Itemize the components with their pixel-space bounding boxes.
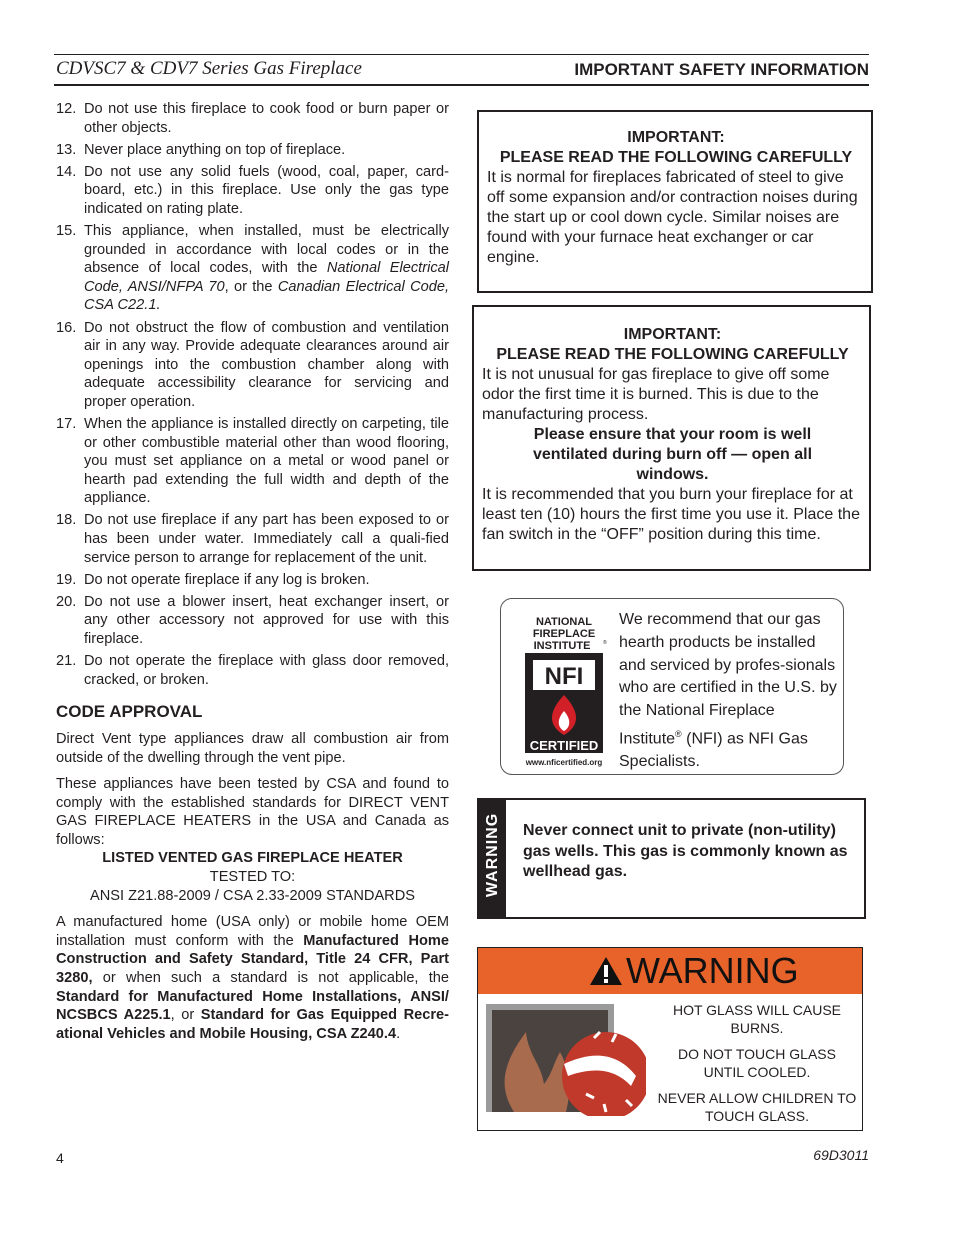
- warning-text: Never connect unit to private (non-utility) gas wells. This gas is commonly known as wellhead gas.: [523, 822, 848, 880]
- code-approval-heading: CODE APPROVAL: [56, 702, 203, 722]
- nfi-logo-line: NATIONAL: [535, 616, 593, 628]
- list-item: 16. Do not obstruct the flow of combustion and ventilation air in any way. Provide adequate clearances around air openings into the combustion chamber along with adequate accessibility clearance for servicing and proper operation.: [56, 319, 449, 410]
- list-item: 21. Do not operate the fireplace with glass door removed, cracked, or broken.: [56, 653, 449, 688]
- notice-title: IMPORTANT:: [627, 129, 725, 146]
- nfi-logo-line: FIREPLACE: [532, 628, 596, 640]
- burn-off-odor-notice: [472, 305, 871, 571]
- code-approval-paragraph: These appliances have been tested by CSA and found to comply with the established standards for DIRECT VENT GAS FIREPLACE HEATERS in the USA and Canada as follows:: [56, 776, 449, 848]
- notice-body: It is recommended that you burn your fireplace for at least ten (10) hours the first time you use it. Place the fan switch in the “OFF” position during this time.: [482, 486, 860, 543]
- list-item: 15. This appliance, when installed, must be electrically grounded in accordance with local codes or in the absence of local codes, with the National Electrical Code, ANSI/NFPA 70, or the Canadian Electrical Code, CSA C22.1.: [56, 223, 450, 314]
- nfi-url: www.nficertified.org: [525, 758, 603, 767]
- tested-to-label: TESTED TO:: [209, 869, 296, 886]
- page-number: 4: [56, 1150, 64, 1166]
- document-title: CDVSC7 & CDV7 Series Gas Fireplace: [56, 58, 362, 79]
- nfi-certification-panel: [500, 598, 844, 775]
- list-item: 17. When the appliance is installed directly on carpeting, tile or other combustible material other than wood flooring, you must set appliance on a metal or wood panel or hearth pad extending the full width and depth of the appliance.: [56, 416, 449, 507]
- wellhead-gas-warning: [477, 798, 866, 919]
- standards-line: ANSI Z21.88-2009 / CSA 2.33-2009 STANDARDS: [89, 887, 415, 904]
- list-item: 13. Never place anything on top of fireplace.: [56, 141, 346, 158]
- code-approval-paragraph: Direct Vent type appliances draw all combustion air from outside of the dwelling through the vent pipe.: [56, 730, 449, 766]
- header-rule: [54, 84, 869, 86]
- warning-banner-text: WARNING: [626, 950, 799, 991]
- code-approval-paragraph: A manufactured home (USA only) or mobile home OEM installation must conform with the Manufactured Home Construction and Safety Standard, Title 24 CFR, Part 3280, or when such a standard is not applicable, the Standard for Manufactured Home Installations, ANSI/ NCSBCS A225.1, or Standard for Gas Equipped Recre-ational Vehicles and Mobile Housing, CSA Z240.4.: [56, 914, 450, 1042]
- nfi-certified-text: CERTIFIED: [529, 738, 599, 753]
- nfi-recommendation: We recommend that our gas hearth products be installed and serviced by profes-sionals who are certified in the U.S. by the National Fireplace Institute® (NFI) as NFI Gas Specialists.: [619, 611, 837, 771]
- list-item: 18. Do not use fireplace if any part has been exposed to or has been under water. Immediately call a quali-fied service person to arrange for replacement of the unit.: [56, 512, 449, 566]
- listing-name: LISTED VENTED GAS FIREPLACE HEATER: [102, 850, 403, 867]
- svg-text:®: ®: [603, 640, 607, 646]
- warning-banner: [478, 948, 862, 994]
- list-item: 12. Do not use this fireplace to cook food or burn paper or other objects.: [56, 101, 449, 136]
- hot-glass-instructions: HOT GLASS WILL CAUSE BURNS. DO NOT TOUCH GLASS UNTIL COOLED. NEVER ALLOW CHILDREN TO TOUCH GLASS.: [657, 1002, 857, 1124]
- notice-subtitle: PLEASE READ THE FOLLOWING CAREFULLY: [499, 149, 853, 166]
- left-column: [56, 100, 449, 1051]
- nfi-logo: [519, 613, 609, 776]
- expansion-noise-notice: [477, 110, 873, 293]
- notice-subtitle: PLEASE READ THE FOLLOWING CAREFULLY: [496, 346, 849, 363]
- header-top-rule: [54, 54, 869, 55]
- document-number: 69D3011: [813, 1147, 869, 1163]
- notice-title: IMPORTANT:: [623, 326, 722, 343]
- nfi-badge-text: NFI: [544, 663, 584, 690]
- hot-glass-icon: [486, 1004, 646, 1116]
- notice-body: It is not unusual for gas fireplace to give off some odor the first time it is burned. This is due to the manufacturing process.: [482, 366, 830, 423]
- list-item: 20. Do not use a blower insert, heat exchanger insert, or any other accessory not approved for use with this fireplace.: [56, 593, 449, 648]
- warning-side-label: WARNING: [479, 800, 506, 917]
- list-item: 19. Do not operate fireplace if any log is broken.: [56, 571, 370, 588]
- hot-glass-warning: [477, 947, 863, 1131]
- notice-body: It is normal for fireplaces fabricated of steel to give off some expansion and/or contraction noises during the start up or cool down cycle. Similar noises are found with your furnace heat exchanger or car engine.: [487, 169, 858, 266]
- nfi-logo-line: INSTITUTE: [533, 640, 591, 652]
- list-item: 14. Do not use any solid fuels (wood, coal, paper, card-board, etc.) in this fireplace. Use only the gas type indicated on rating plate.: [56, 163, 449, 217]
- section-title: IMPORTANT SAFETY INFORMATION: [574, 60, 869, 79]
- ventilation-warning: Please ensure that your room is well ventilated during burn off — open all windows.: [532, 426, 813, 483]
- warning-triangle-icon: [589, 956, 623, 986]
